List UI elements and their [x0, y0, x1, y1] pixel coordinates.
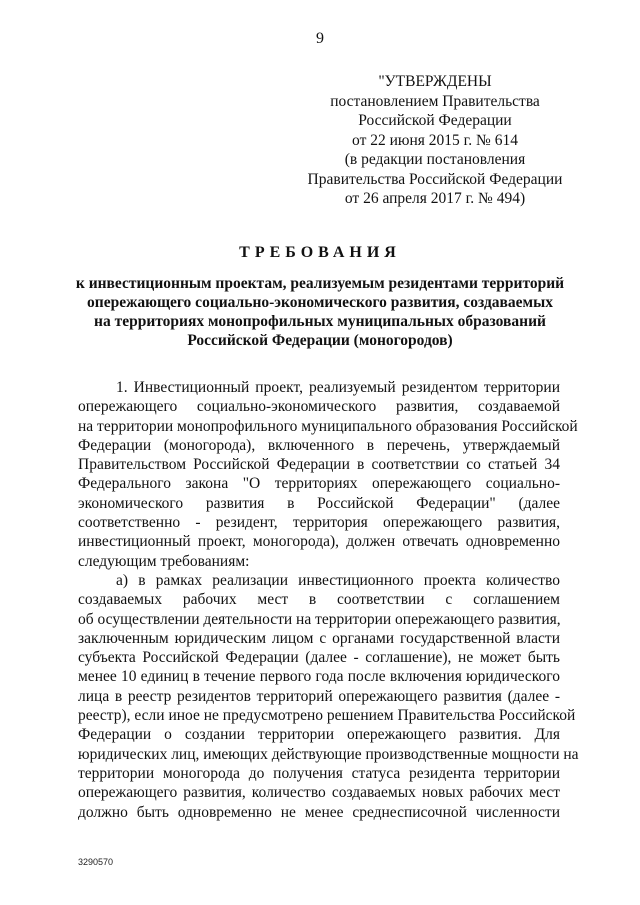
- approval-line: Правительства Российской Федерации: [307, 170, 563, 188]
- body-text: [78, 378, 579, 822]
- paragraph-1-line: опережающего социально-экономического развития, создаваемой: [78, 398, 560, 416]
- approval-line: Российской Федерации: [358, 112, 512, 129]
- paragraph-a-line: юридических лиц, имеющих действующие производственные мощности на: [78, 745, 579, 763]
- paragraph-a-line: об осуществлении деятельности на территории опережающего развития,: [78, 610, 561, 628]
- document-title: ТРЕБОВАНИЯ: [239, 244, 401, 261]
- paragraph-a-line: опережающего развития, количество создаваемых новых рабочих мест: [78, 784, 560, 802]
- approval-block: [300, 72, 570, 209]
- paragraph-a-line: лица в реестр резидентов территорий опережающего развития (далее -: [78, 687, 560, 705]
- subtitle-line: на территориях монопрофильных муниципальных образований: [94, 313, 546, 330]
- paragraph-1-line: Федерации (моногорода), включенного в перечень, утверждаемый: [78, 436, 560, 454]
- approval-line: "УТВЕРЖДЕНЫ: [378, 73, 492, 90]
- paragraph-a-line: создаваемых рабочих мест в соответствии с соглашением: [78, 591, 560, 609]
- paragraph-1-line: соответственно - резидент, территория опережающего развития,: [78, 514, 560, 532]
- paragraph-1-line: экономического развития в Российской Федерации" (далее: [78, 494, 560, 512]
- paragraph-1-line: на территории монопрофильного муниципального образования Российской: [78, 417, 578, 435]
- paragraph-a-line: а) в рамках реализации инвестиционного проекта количество: [116, 571, 560, 589]
- paragraph-a-line: менее 10 единиц в течение первого года после включения юридического: [78, 668, 560, 686]
- approval-line: от 26 апреля 2017 г. № 494): [344, 190, 526, 207]
- paragraph-a-line: территории моногорода до получения статуса резидента территории: [78, 764, 560, 782]
- paragraph-a-line: реестр), если иное не предусмотрено решением Правительства Российской: [78, 707, 576, 725]
- paragraph-a-line: Федерации о создании территории опережающего развития. Для: [78, 726, 560, 744]
- subtitle-line: к инвестиционным проектам, реализуемым резидентами территорий: [75, 275, 565, 292]
- approval-line: постановлением Правительства: [330, 92, 540, 110]
- footer-document-code: 3290570: [78, 857, 114, 867]
- paragraph-a-line: должно быть одновременно не менее среднесписочной численности: [78, 803, 560, 821]
- paragraph-a-line: заключенным юридическим лицом с органами государственной власти: [78, 629, 560, 647]
- paragraph-1-line: Федерального закона "О территориях опережающего социально-: [78, 475, 560, 493]
- page-number: 9: [316, 30, 324, 47]
- approval-line: (в редакции постановления: [344, 151, 526, 168]
- approval-line: от 22 июня 2015 г. № 614: [352, 131, 518, 149]
- subtitle-line: Российской Федерации (моногородов): [187, 332, 453, 349]
- paragraph-1-line: следующим требованиям:: [78, 552, 250, 570]
- document-subtitle: [60, 274, 580, 350]
- subtitle-line: опережающего социально-экономического развития, создаваемых: [87, 294, 553, 311]
- paragraph-a-line: субъекта Российской Федерации (далее - соглашение), не может быть: [78, 649, 560, 667]
- paragraph-1-line: Правительством Российской Федерации в соответствии со статьей 34: [78, 456, 560, 474]
- paragraph-1-line: инвестиционный проект, моногорода), должен отвечать одновременно: [78, 533, 560, 551]
- paragraph-1-line: 1. Инвестиционный проект, реализуемый резидентом территории: [116, 379, 560, 396]
